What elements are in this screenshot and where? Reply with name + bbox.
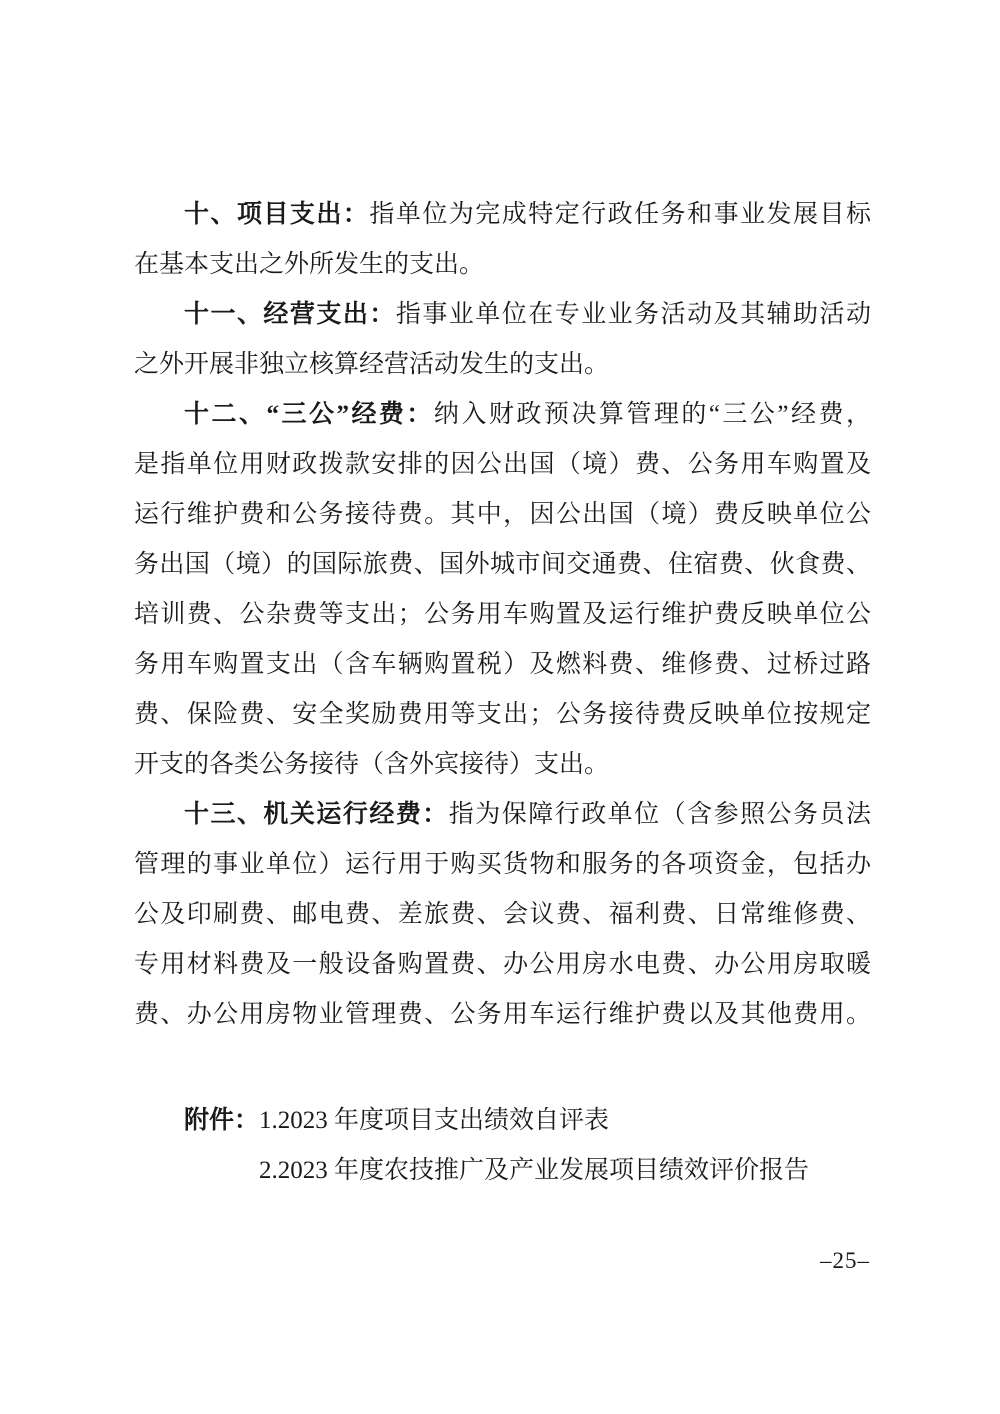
- document-lines: [134, 190, 871, 1196]
- para-13-line: [134, 940, 871, 990]
- para-12-line: [134, 490, 871, 540]
- text-run: 费、保险费、安全奖励费用等支出；公务接待费反映单位按规定: [134, 701, 871, 728]
- para-12-line: [134, 640, 871, 690]
- para-13-line: [134, 840, 871, 890]
- bold-run: 十、项目支出：: [184, 201, 370, 228]
- page-number: –25–: [820, 1248, 870, 1273]
- text-run: 公及印刷费、邮电费、差旅费、会议费、福利费、日常维修费、: [134, 901, 871, 928]
- para-10-line: [134, 190, 871, 240]
- text-run: 2.2023 年度农技推广及产业发展项目绩效评价报告: [259, 1157, 810, 1184]
- text-run: 运行维护费和公务接待费。其中，因公出国（境）费反映单位公: [134, 501, 871, 528]
- text-run: 专用材料费及一般设备购置费、办公用房水电费、办公用房取暖: [134, 951, 871, 978]
- para-11-line: [134, 290, 871, 340]
- text-run: 培训费、公杂费等支出；公务用车购置及运行维护费反映单位公: [134, 601, 871, 628]
- text-run: 指为保障行政单位（含参照公务员法: [448, 801, 871, 828]
- text-run: 指事业单位在专业业务活动及其辅助活动: [395, 301, 871, 328]
- para-10-line: [134, 240, 871, 290]
- text-run: 指单位为完成特定行政任务和事业发展目标: [369, 201, 871, 228]
- bold-run: 附件：: [184, 1107, 260, 1134]
- para-12-line: [134, 540, 871, 590]
- para-13-line: [134, 890, 871, 940]
- text-run: 管理的事业单位）运行用于购买货物和服务的各项资金，包括办: [134, 851, 871, 878]
- para-12-line: [134, 740, 871, 790]
- text-run: 费、办公用房物业管理费、公务用车运行维护费以及其他费用。: [134, 1001, 871, 1028]
- text-run: 之外开展非独立核算经营活动发生的支出。: [134, 351, 610, 378]
- bold-run: 十二、“三公”经费：: [184, 401, 434, 428]
- text-run: 务用车购置支出（含车辆购置税）及燃料费、维修费、过桥过路: [134, 651, 871, 678]
- attachment-line: [134, 1146, 871, 1196]
- para-12-line: [134, 440, 871, 490]
- bold-run: 十一、经营支出：: [184, 301, 396, 328]
- para-12-line: [134, 390, 871, 440]
- text-run: 纳入财政预决算管理的“三公”经费，: [433, 401, 871, 428]
- para-12-line: [134, 590, 871, 640]
- para-13-line: [134, 790, 871, 840]
- text-run: 务出国（境）的国际旅费、国外城市间交通费、住宿费、伙食费、: [134, 551, 871, 578]
- para-13-line: [134, 990, 871, 1040]
- paragraph-gap: [134, 1040, 871, 1096]
- text-run: 开支的各类公务接待（含外宾接待）支出。: [134, 751, 610, 778]
- para-11-line: [134, 340, 871, 390]
- bold-run: 十三、机关运行经费：: [184, 801, 449, 828]
- attachment-line: [134, 1096, 871, 1146]
- para-12-line: [134, 690, 871, 740]
- text-run: 是指单位用财政拨款安排的因公出国（境）费、公务用车购置及: [134, 451, 871, 478]
- text-run: 在基本支出之外所发生的支出。: [134, 251, 485, 278]
- text-run: 1.2023 年度项目支出绩效自评表: [259, 1107, 610, 1134]
